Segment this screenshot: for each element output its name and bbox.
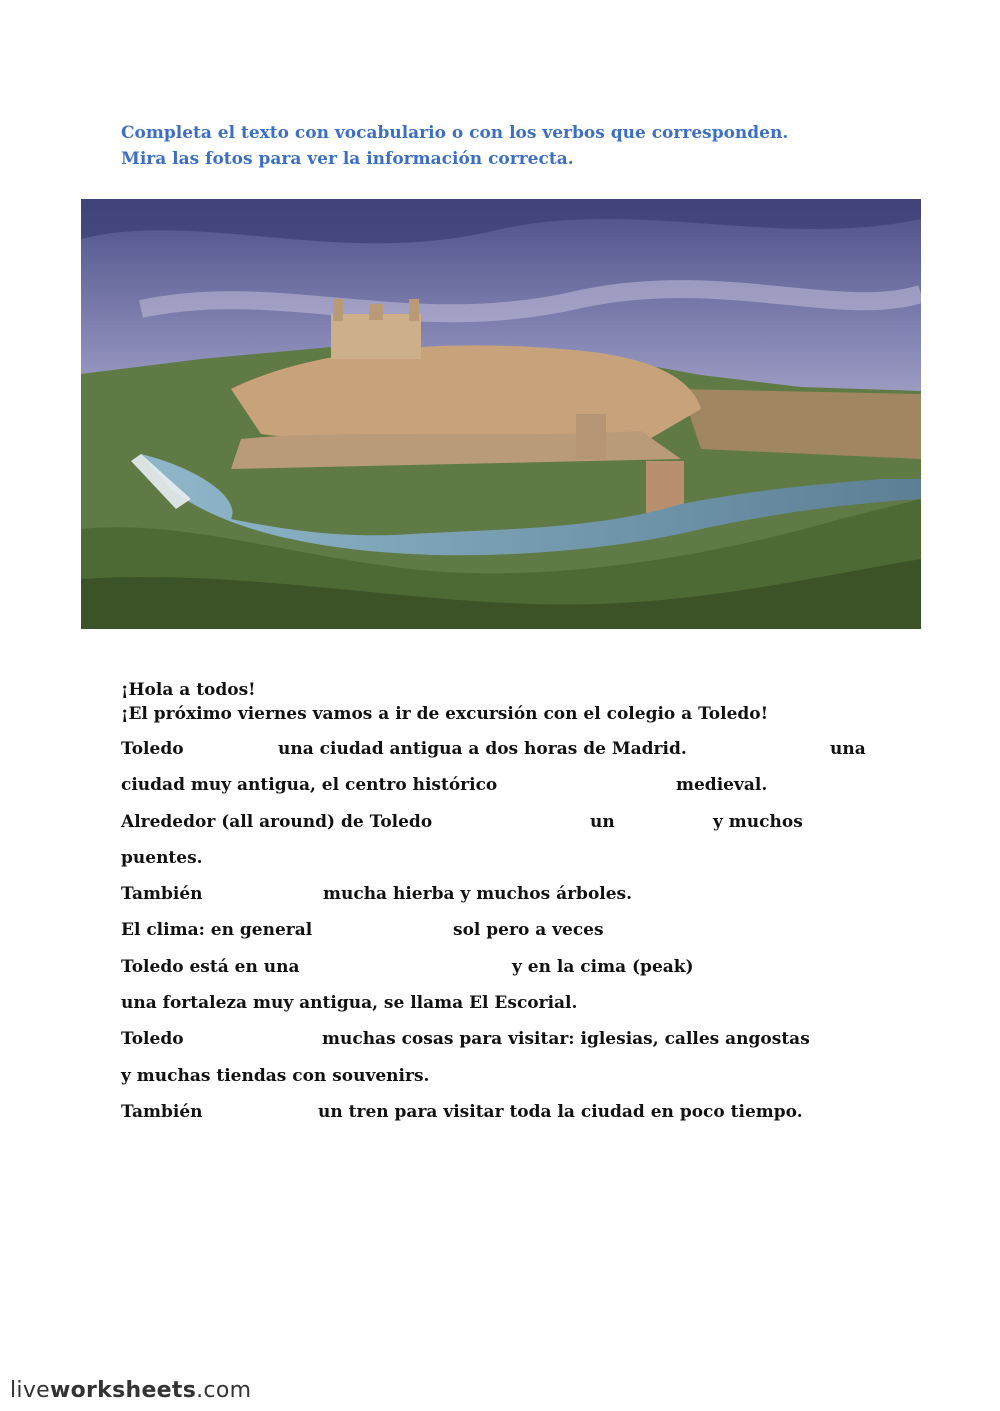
blank-11[interactable] [220, 1098, 312, 1124]
blank-10[interactable] [205, 1025, 315, 1051]
line-12: y muchas tiendas con souvenirs. [121, 1066, 430, 1086]
line-9-start: Toledo está en una [121, 957, 300, 977]
greeting: ¡Hola a todos! [121, 680, 256, 700]
instructions-line-1: Completa el texto con vocabulario o con los verbos que corresponden. [121, 123, 789, 143]
blank-8[interactable] [630, 916, 830, 942]
blank-2[interactable] [740, 735, 820, 761]
blank-7[interactable] [338, 916, 448, 942]
line-5-end: y muchos [713, 812, 803, 832]
blank-3[interactable] [560, 771, 670, 797]
line-8-start: El clima: en general [121, 920, 313, 940]
liveworksheets-logo [10, 1378, 251, 1403]
line-7-end: mucha hierba y muchos árboles. [323, 884, 633, 904]
blank-4[interactable] [495, 808, 585, 834]
line-5-start: Alrededor (all around) de Toledo [121, 812, 433, 832]
logo-worksheets: worksheets [49, 1378, 197, 1403]
logo-suffix: .com [196, 1378, 252, 1403]
line-7-start: También [121, 884, 203, 904]
line-9-end: y en la cima (peak) [512, 957, 694, 977]
blank-5[interactable] [625, 808, 710, 834]
line-3-start: Toledo [121, 739, 184, 759]
line-3-end: una [830, 739, 866, 759]
logo-live: live [10, 1378, 50, 1403]
line-10: una fortaleza muy antigua, se llama El Escorial. [121, 993, 578, 1013]
toledo-photo [81, 199, 921, 629]
line-4-start: ciudad muy antigua, el centro histórico [121, 775, 498, 795]
blank-6[interactable] [220, 880, 318, 906]
blank-1[interactable] [230, 735, 274, 761]
line-13-start: También [121, 1102, 203, 1122]
line-8-middle: sol pero a veces [453, 920, 604, 940]
line-13-end: un tren para visitar toda la ciudad en poco tiempo. [318, 1102, 803, 1122]
line-11-start: Toledo [121, 1029, 184, 1049]
line-4-end: medieval. [676, 775, 768, 795]
line-6: puentes. [121, 848, 203, 868]
line-11-end: muchas cosas para visitar: iglesias, calles angostas [322, 1029, 810, 1049]
blank-9[interactable] [330, 953, 505, 979]
line-3-middle: una ciudad antigua a dos horas de Madrid. [278, 739, 687, 759]
intro-line: ¡El próximo viernes vamos a ir de excursión con el colegio a Toledo! [121, 704, 769, 724]
instructions [121, 120, 921, 172]
line-5-middle: un [590, 812, 615, 832]
instructions-line-2: Mira las fotos para ver la información correcta. [121, 149, 574, 169]
